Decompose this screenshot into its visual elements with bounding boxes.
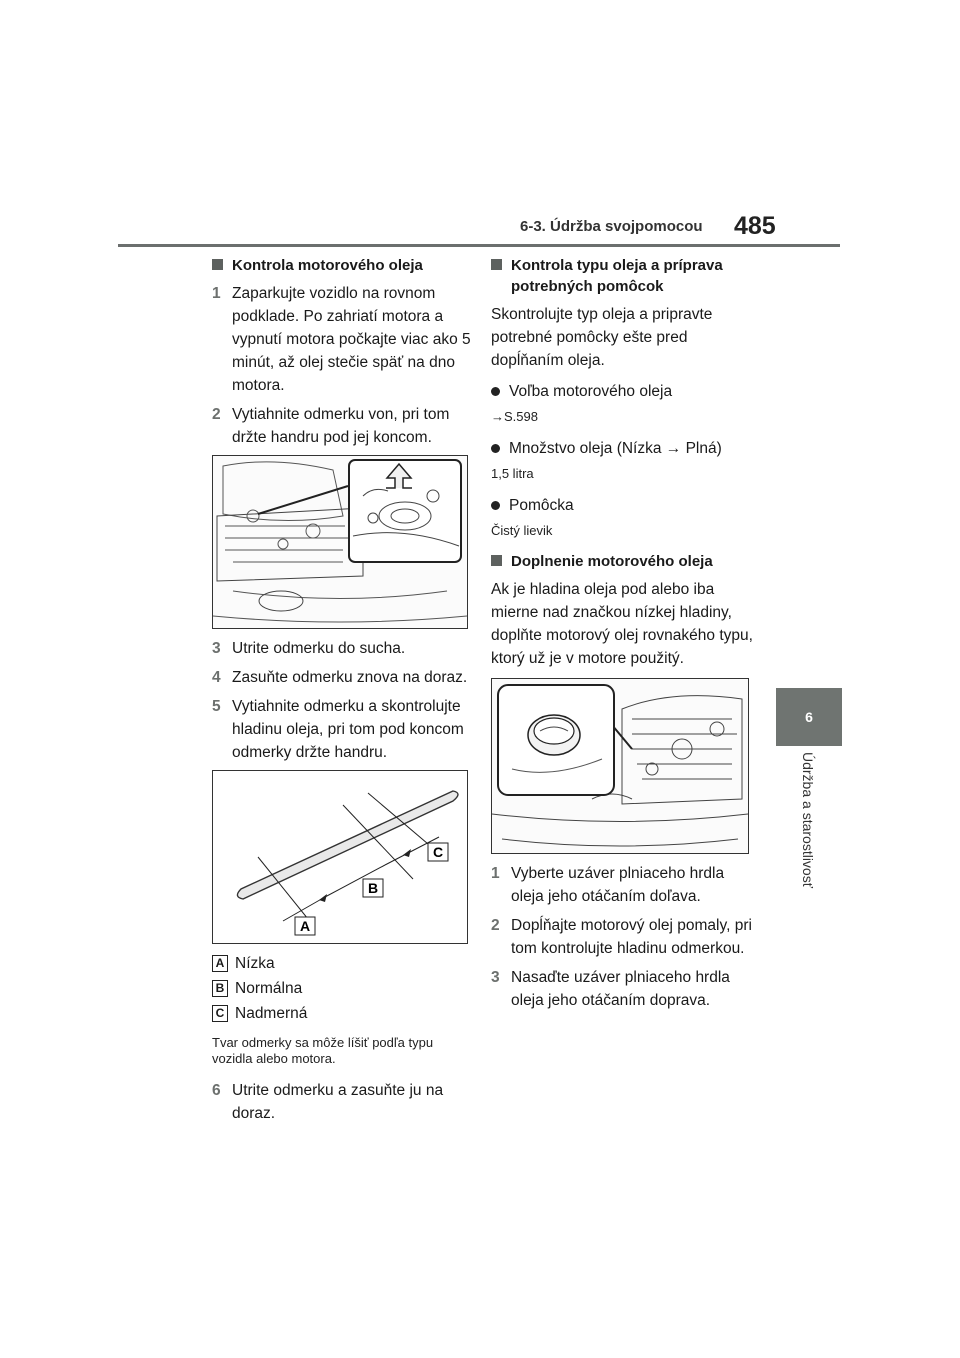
dipstick-label-c: C [432, 844, 444, 860]
list-item: Voľba motorového oleja [491, 380, 753, 403]
page-number: 485 [734, 212, 776, 240]
step-item: 2 Vytiahnite odmerku von, pri tom držte handru pod jej koncom. [212, 406, 450, 446]
step-item: 6 Utrite odmerku a zasuňte ju na doraz. [212, 1082, 444, 1122]
left-column [212, 255, 474, 1131]
step-item: 1 Vyberte uzáver plniaceho hrdla oleja jeho otáčaním doľava. [491, 865, 725, 905]
header-rule [118, 244, 840, 247]
dipstick-label-a: A [299, 918, 311, 934]
dipstick-label-b: B [367, 880, 379, 896]
step-item: 4 Zasuňte odmerku znova na doraz. [212, 669, 468, 686]
chapter-tab [776, 688, 842, 746]
refill-paragraph: Ak je hladina oleja pod alebo iba mierne nad značkou nízkej hladiny, doplňte motorový olej rovnakého typu, ktorý už je v motore použitý. [491, 581, 753, 667]
oil-filler-cap-illustration [491, 678, 749, 854]
engine-dipstick-illustration [212, 455, 468, 629]
step-item: 1 Zaparkujte vozidlo na rovnom podklade. Po zahriatí motora a vypnutí motora počkajte viac ako 5 minút, až olej stečie späť na dno motora. [212, 285, 471, 394]
legend-item: B Normálna [212, 977, 474, 1000]
step-item: 3 Utrite odmerku do sucha. [212, 640, 406, 657]
dipstick-level-illustration [212, 770, 468, 944]
chapter-title: Údržba a starostlivosť [800, 752, 816, 888]
intro-paragraph: Skontrolujte typ oleja a pripravte potrebné pomôcky ešte pred dopĺňaním oleja. [491, 306, 713, 369]
square-bullet-icon [491, 555, 502, 566]
section-heading: Kontrola typu oleja a príprava potrebných pomôcok [491, 255, 753, 297]
step-item: 5 Vytiahnite odmerku a skontrolujte hladinu oleja, pri tom pod koncom odmerky držte handru. [212, 698, 464, 761]
step-item: 2 Dopĺňajte motorový olej pomaly, pri tom kontrolujte hladinu odmerkou. [491, 917, 752, 957]
note-text: Tvar odmerky sa môže líšiť podľa typu vozidla alebo motora. [212, 1035, 434, 1066]
chapter-title-vertical [800, 752, 820, 952]
bullet-icon [491, 387, 500, 396]
page-reference: →S.598 [491, 409, 538, 424]
bullet-icon [491, 501, 500, 510]
item-detail: 1,5 litra [491, 466, 534, 481]
step-item: 3 Nasaďte uzáver plniaceho hrdla oleja jeho otáčaním doprava. [491, 969, 730, 1009]
section-heading: Doplnenie motorového oleja [491, 551, 753, 572]
right-column [491, 255, 753, 1018]
bullet-icon [491, 444, 500, 453]
square-bullet-icon [212, 259, 223, 270]
chapter-number: 6 [805, 709, 813, 725]
legend-item: C Nadmerná [212, 1002, 474, 1025]
list-item: Pomôcka [491, 494, 753, 517]
square-bullet-icon [491, 259, 502, 270]
section-heading: Kontrola motorového oleja [212, 255, 474, 276]
item-detail: Čistý lievik [491, 523, 553, 538]
section-title: 6-3. Údržba svojpomocou [520, 218, 703, 235]
list-item: Množstvo oleja (Nízka → Plná) [491, 437, 753, 460]
legend-item: A Nízka [212, 952, 474, 975]
